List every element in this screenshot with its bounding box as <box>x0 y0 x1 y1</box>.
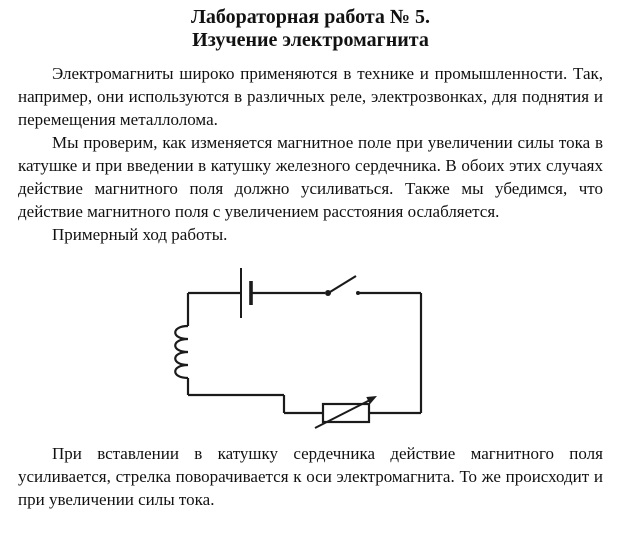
switch-symbol <box>325 276 360 296</box>
paragraph-experiment: Мы проверим, как изменяется магнитное поле при увеличении силы тока в катушке и при введении в катушку железного сердечника. В обоих этих случаях действие магнитного поля должно усиливаться. Также мы убедимся, что действие магнитного поля с увеличением расстояния ослабляется. <box>18 133 603 221</box>
circuit-wires <box>188 293 421 413</box>
circuit-diagram <box>18 248 603 438</box>
paragraph-procedure: Примерный ход работы. <box>52 225 228 244</box>
rheostat-symbol <box>315 396 377 428</box>
title-line-2: Изучение электромагнита <box>192 29 429 51</box>
paragraph-conclusion: При вставлении в катушку сердечника действие магнитного поля усиливается, стрелка поворачивается к оси электромагнита. То же происходит и при увеличении силы тока. <box>18 444 603 509</box>
paragraph-intro: Электромагниты широко применяются в технике и промышленности. Так, например, они используются в различных реле, электрозвонках, для поднятия и перемещения металлолома. <box>18 64 603 129</box>
page-title <box>18 6 603 52</box>
title-line-1: Лабораторная работа № 5. <box>190 6 431 28</box>
coil-symbol <box>175 326 188 378</box>
battery-symbol <box>241 268 251 318</box>
